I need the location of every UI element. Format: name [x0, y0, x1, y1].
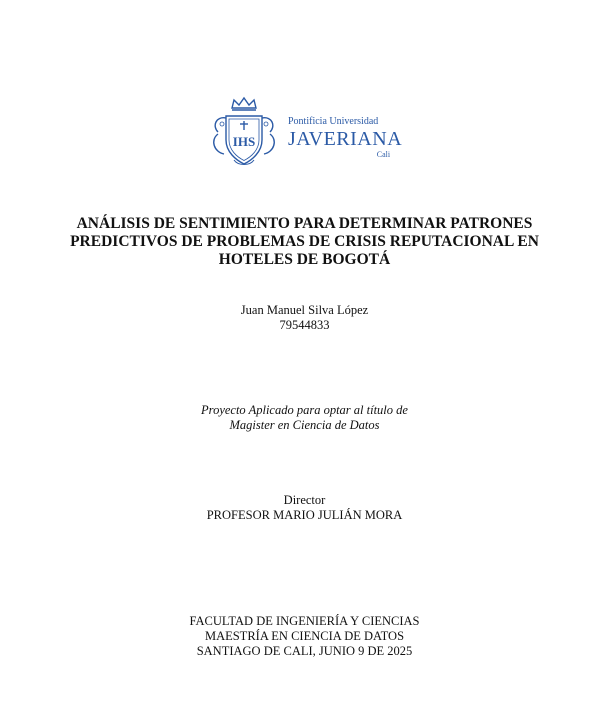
- logo-line-1: Pontificia Universidad: [288, 116, 379, 127]
- faculty-footer: [40, 614, 569, 659]
- author-block: [40, 303, 569, 333]
- director-label: Director: [283, 493, 326, 507]
- logo-line-2: JAVERIANA: [288, 128, 403, 150]
- project-line: Proyecto Aplicado para optar al título de: [201, 403, 408, 417]
- footer-line: MAESTRÍA EN CIENCIA DE DATOS: [204, 629, 405, 643]
- title-line: ANÁLISIS DE SENTIMIENTO PARA DETERMINAR PATRONES: [76, 215, 533, 232]
- thesis-title: [40, 215, 569, 269]
- author-id: 79544833: [279, 318, 330, 332]
- logo-line-3: Cali: [376, 150, 391, 159]
- project-line: Magister en Ciencia de Datos: [229, 418, 380, 432]
- director-block: [40, 493, 569, 523]
- logo-wordmark: [288, 116, 402, 159]
- project-description: [40, 403, 569, 433]
- javeriana-emblem-icon: [204, 94, 284, 170]
- university-logo: [204, 94, 404, 170]
- footer-line: SANTIAGO DE CALI, JUNIO 9 DE 2025: [196, 644, 413, 658]
- author-name: Juan Manuel Silva López: [240, 303, 369, 317]
- emblem-monogram: IHS: [232, 134, 256, 149]
- title-line: PREDICTIVOS DE PROBLEMAS DE CRISIS REPUTACIONAL EN: [70, 233, 539, 250]
- director-name: PROFESOR MARIO JULIÁN MORA: [206, 508, 403, 522]
- title-line: HOTELES DE BOGOTÁ: [218, 251, 391, 268]
- footer-line: FACULTAD DE INGENIERÍA Y CIENCIAS: [189, 614, 420, 628]
